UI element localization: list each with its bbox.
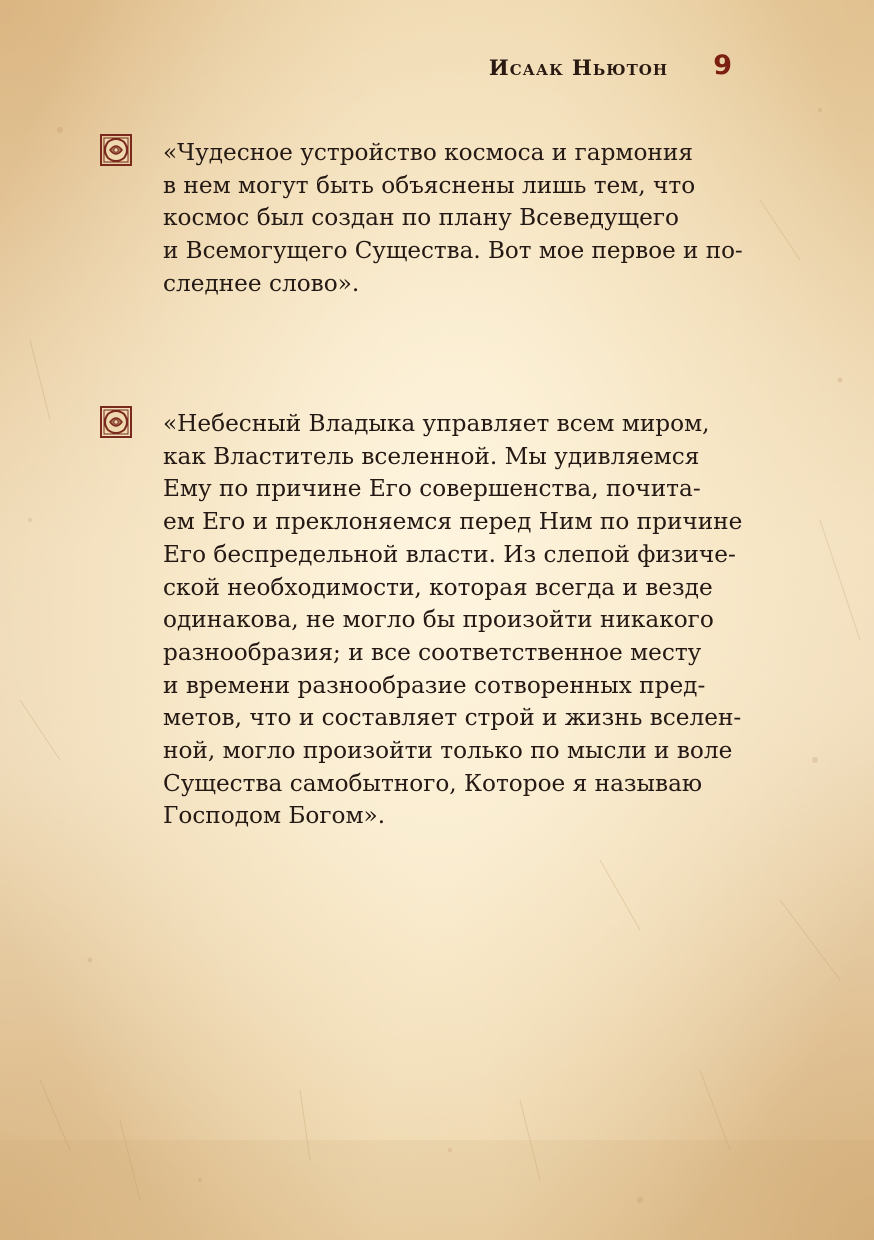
quote-line: «Чудесное устройство космоса и гармония xyxy=(163,139,693,166)
quote-line: и Всемогущего Существа. Вот мое первое и по- xyxy=(163,237,743,265)
page-number: 9 xyxy=(713,50,732,81)
quote-paragraph-2 xyxy=(163,408,743,833)
quote-line: метов, что и составляет строй и жизнь вселен- xyxy=(163,704,742,732)
quote-line: Господом Богом». xyxy=(163,802,386,830)
quote-line: одинакова, не могло бы произойти никакого xyxy=(163,606,714,634)
quote-line: Ему по причине Его совершенства, почита- xyxy=(163,475,701,503)
quote-line: ной, могло произойти только по мысли и воле xyxy=(163,737,733,765)
quote-line: «Небесный Владыка управляет всем миром, xyxy=(163,410,710,437)
quote-line: как Властитель вселенной. Мы удивляемся xyxy=(163,442,700,470)
running-head-title: Исаак Ньютон xyxy=(488,55,668,80)
quote-line: и времени разнообразие сотворенных пред- xyxy=(163,671,706,699)
quote-line: следнее слово». xyxy=(163,269,360,297)
quote-paragraph-1 xyxy=(163,137,743,301)
quote-line: разнообразия; и все соответственное месту xyxy=(163,638,702,666)
quote-line: ем Его и преклоняемся перед Ним по причине xyxy=(163,508,743,536)
quote-line: космос был создан по плану Всеведущего xyxy=(163,204,679,232)
quote-line: Существа самобытного, Которое я называю xyxy=(163,769,703,797)
celtic-knot-ornament-icon xyxy=(100,406,132,438)
celtic-knot-ornament-icon xyxy=(100,134,132,166)
quote-line: Его беспредельной власти. Из слепой физиче- xyxy=(163,540,736,568)
quote-line: ской необходимости, которая всегда и везде xyxy=(163,573,713,601)
quote-line: в нем могут быть объяснены лишь тем, что xyxy=(163,171,696,199)
